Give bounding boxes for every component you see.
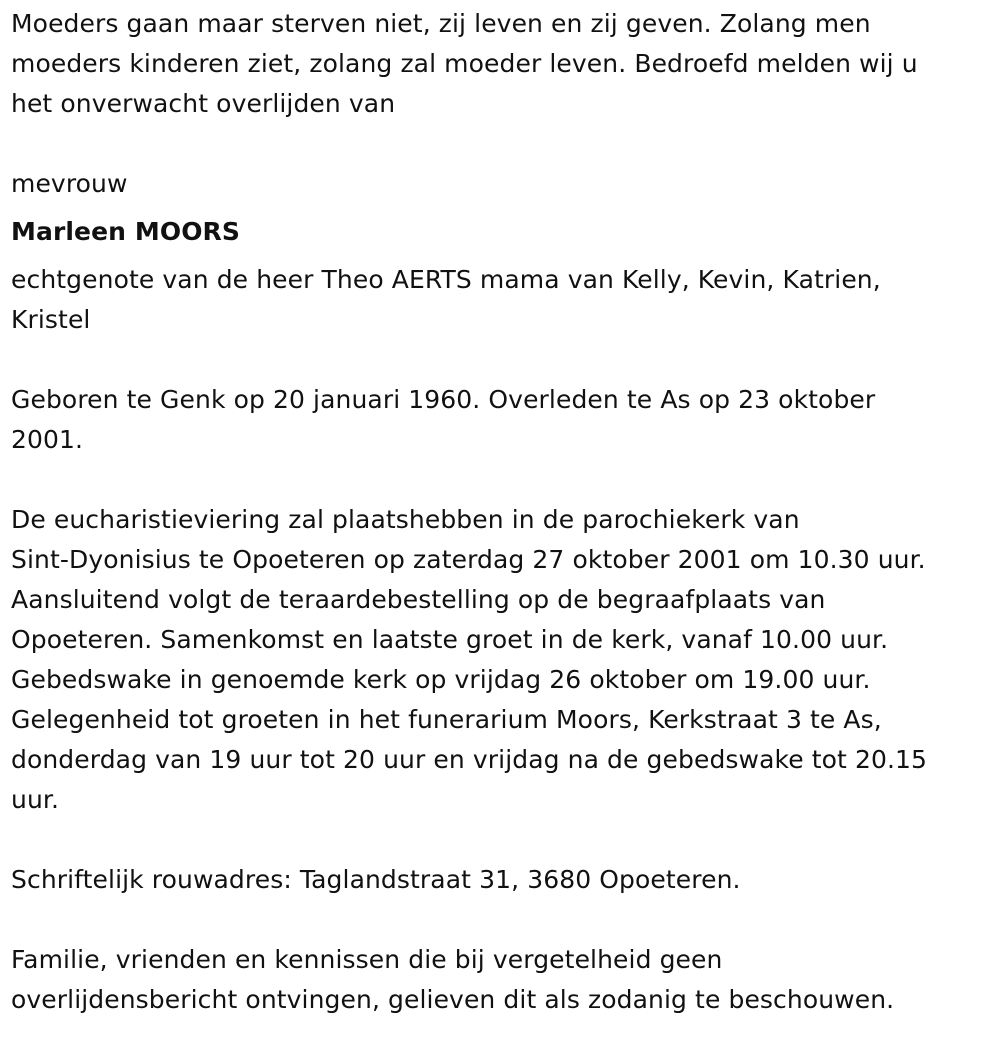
address-paragraph: [11, 860, 991, 900]
ceremony-line: Opoeteren. Samenkomst en laatste groet in de kerk, vanaf 10.00 uur.: [11, 625, 889, 654]
ceremony-line: Gebedswake in genoemde kerk op vrijdag 26 oktober om 19.00 uur.: [11, 665, 871, 694]
deceased-name: Marleen MOORS: [11, 217, 240, 246]
closing-paragraph: [11, 940, 991, 1020]
relation-paragraph: [11, 260, 991, 340]
paragraph-spacer: [11, 820, 991, 860]
ceremony-line: donderdag van 19 uur tot 20 uur en vrijdag na de gebedswake tot 20.15: [11, 745, 928, 774]
ceremony-line: De eucharistieviering zal plaatshebben in de parochiekerk van: [11, 505, 800, 534]
paragraph-spacer: [11, 340, 991, 380]
dates-line: Geboren te Genk op 20 januari 1960. Overleden te As op 23 oktober: [11, 385, 876, 414]
paragraph-spacer: [11, 124, 991, 164]
relation-line: Kristel: [11, 305, 91, 334]
relation-line: echtgenote van de heer Theo AERTS mama van Kelly, Kevin, Katrien,: [11, 265, 881, 294]
obituary-document: [11, 4, 991, 1020]
paragraph-spacer: [11, 460, 991, 500]
intro-paragraph: [11, 4, 991, 124]
ceremony-paragraph: [11, 500, 991, 820]
dates-line: 2001.: [11, 425, 84, 454]
ceremony-line: Gelegenheid tot groeten in het funerarium Moors, Kerkstraat 3 te As,: [11, 705, 882, 734]
intro-line: het onverwacht overlijden van: [11, 89, 396, 118]
dates-paragraph: [11, 380, 991, 460]
address-line: Schriftelijk rouwadres: Taglandstraat 31, 3680 Opoeteren.: [11, 865, 741, 894]
closing-line: Familie, vrienden en kennissen die bij vergetelheid geen: [11, 945, 723, 974]
intro-line: moeders kinderen ziet, zolang zal moeder leven. Bedroefd melden wij u: [11, 49, 918, 78]
paragraph-spacer: [11, 900, 991, 940]
ceremony-line: Sint-Dyonisius te Opoeteren op zaterdag 27 oktober 2001 om 10.30 uur.: [11, 545, 926, 574]
ceremony-line: Aansluitend volgt de teraardebestelling op de begraafplaats van: [11, 585, 826, 614]
intro-line: Moeders gaan maar sterven niet, zij leven en zij geven. Zolang men: [11, 9, 871, 38]
closing-line: overlijdensbericht ontvingen, gelieven dit als zodanig te beschouwen.: [11, 985, 895, 1014]
ceremony-line: uur.: [11, 785, 60, 814]
honorific-title: mevrouw: [11, 169, 128, 198]
